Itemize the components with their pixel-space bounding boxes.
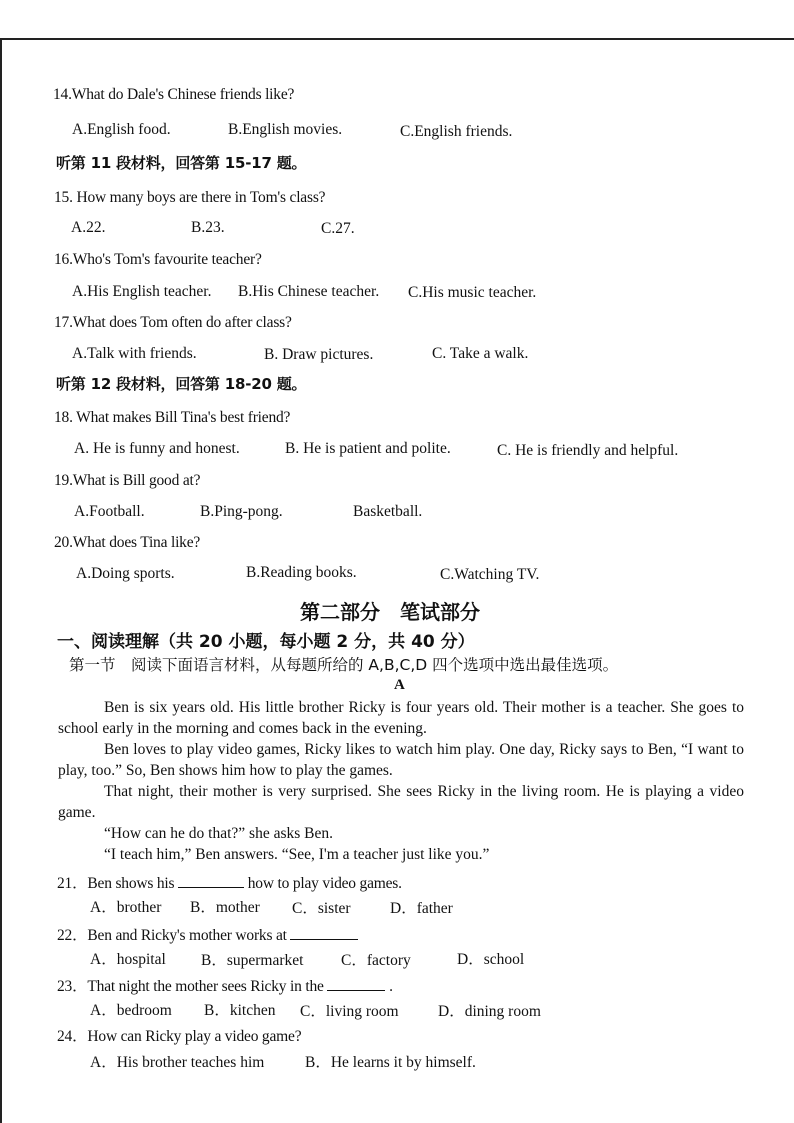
q16-option-a: A.His English teacher. — [72, 283, 212, 300]
passage-a — [58, 697, 744, 865]
q23-option-c: C．living room — [300, 1003, 399, 1020]
q21-option-d: D．father — [390, 900, 453, 917]
reading-section-title: 一、阅读理解（共 20 小题，每小题 2 分，共 40 分） — [57, 632, 475, 652]
q23-option-d: D．dining room — [438, 1003, 541, 1020]
q24-option-b: B．He learns it by himself. — [305, 1054, 476, 1071]
q22-option-d: D．school — [457, 951, 525, 968]
q24-option-a: A．His brother teaches him — [90, 1054, 265, 1071]
q17-option-b: B. Draw pictures. — [264, 346, 374, 363]
q21-blank — [178, 873, 244, 888]
q21-option-c: C．sister — [292, 900, 351, 917]
question-18: 18. What makes Bill Tina's best friend? — [54, 409, 291, 426]
q23-option-b: B．kitchen — [204, 1002, 276, 1019]
q23-text-before: 23．That night the mother sees Ricky in the — [57, 978, 324, 995]
q19-option-c: Basketball. — [353, 503, 423, 520]
passage-paragraph: Ben loves to play video games, Ricky likes to watch him play. One day, Ricky says to Ben, “I want to play, too.” So, Ben shows him how to play the games. — [58, 741, 744, 779]
passage-paragraph: “How can he do that?” she asks Ben. — [104, 825, 333, 842]
q14-option-a: A.English food. — [72, 121, 171, 138]
question-14: 14.What do Dale's Chinese friends like? — [53, 86, 295, 103]
passage-label: A — [394, 677, 405, 693]
q15-option-b: B.23. — [191, 219, 225, 236]
passage-paragraph: Ben is six years old. His little brother Ricky is four years old. Their mother is a teacher. She goes to school early in the morning and comes back in the evening. — [58, 699, 744, 737]
question-20: 20.What does Tina like? — [54, 534, 201, 551]
q21-text-after: how to play video games. — [247, 875, 402, 892]
question-16: 16.Who's Tom's favourite teacher? — [54, 251, 262, 268]
q22-option-c: C．factory — [341, 952, 411, 969]
q14-option-b: B.English movies. — [228, 121, 343, 138]
question-23 — [57, 976, 393, 996]
material-12-instruction: 听第 12 段材料，回答第 18-20 题。 — [56, 375, 307, 393]
q20-option-b: B.Reading books. — [246, 564, 357, 581]
q23-text-after: . — [389, 978, 393, 995]
q22-option-a: A．hospital — [90, 951, 166, 968]
q15-option-a: A.22. — [71, 219, 106, 236]
q23-option-a: A．bedroom — [90, 1002, 172, 1019]
question-17: 17.What does Tom often do after class? — [54, 314, 292, 331]
q21-text-before: 21．Ben shows his — [57, 875, 175, 892]
q22-text-before: 22．Ben and Ricky's mother works at — [57, 927, 287, 944]
part-two-title: 第二部分 笔试部分 — [300, 600, 480, 624]
section-instruction: 第一节 阅读下面语言材料，从每题所给的 A,B,C,D 四个选项中选出最佳选项。 — [69, 656, 619, 674]
q18-option-b: B. He is patient and polite. — [285, 440, 451, 457]
q19-option-b: B.Ping-pong. — [200, 503, 283, 520]
q18-option-a: A. He is funny and honest. — [74, 440, 240, 457]
q16-option-b: B.His Chinese teacher. — [238, 283, 380, 300]
question-15: 15. How many boys are there in Tom's class? — [54, 189, 326, 206]
q20-option-c: C.Watching TV. — [440, 566, 540, 583]
question-19: 19.What is Bill good at? — [54, 472, 201, 489]
q14-option-c: C.English friends. — [400, 123, 513, 140]
q23-blank — [327, 976, 385, 991]
q16-option-c: C.His music teacher. — [408, 284, 537, 301]
q20-option-a: A.Doing sports. — [76, 565, 175, 582]
q21-option-a: A．brother — [90, 899, 162, 916]
material-11-instruction: 听第 11 段材料，回答第 15-17 题。 — [56, 154, 307, 172]
q21-option-b: B．mother — [190, 899, 260, 916]
q22-option-b: B．supermarket — [201, 952, 304, 969]
q22-blank — [290, 925, 358, 940]
passage-paragraph: That night, their mother is very surprised. She sees Ricky in the living room. He is playing a video game. — [58, 783, 744, 821]
question-21 — [57, 873, 402, 893]
q19-option-a: A.Football. — [74, 503, 145, 520]
question-24: 24．How can Ricky play a video game? — [57, 1028, 302, 1045]
q15-option-c: C.27. — [321, 220, 355, 237]
q17-option-a: A.Talk with friends. — [72, 345, 197, 362]
page-left-border — [0, 38, 2, 1123]
q17-option-c: C. Take a walk. — [432, 345, 529, 362]
passage-paragraph: “I teach him,” Ben answers. “See, I'm a teacher just like you.” — [104, 846, 490, 863]
question-22 — [57, 925, 358, 945]
page-top-border — [0, 38, 794, 40]
q18-option-c: C. He is friendly and helpful. — [497, 442, 679, 459]
